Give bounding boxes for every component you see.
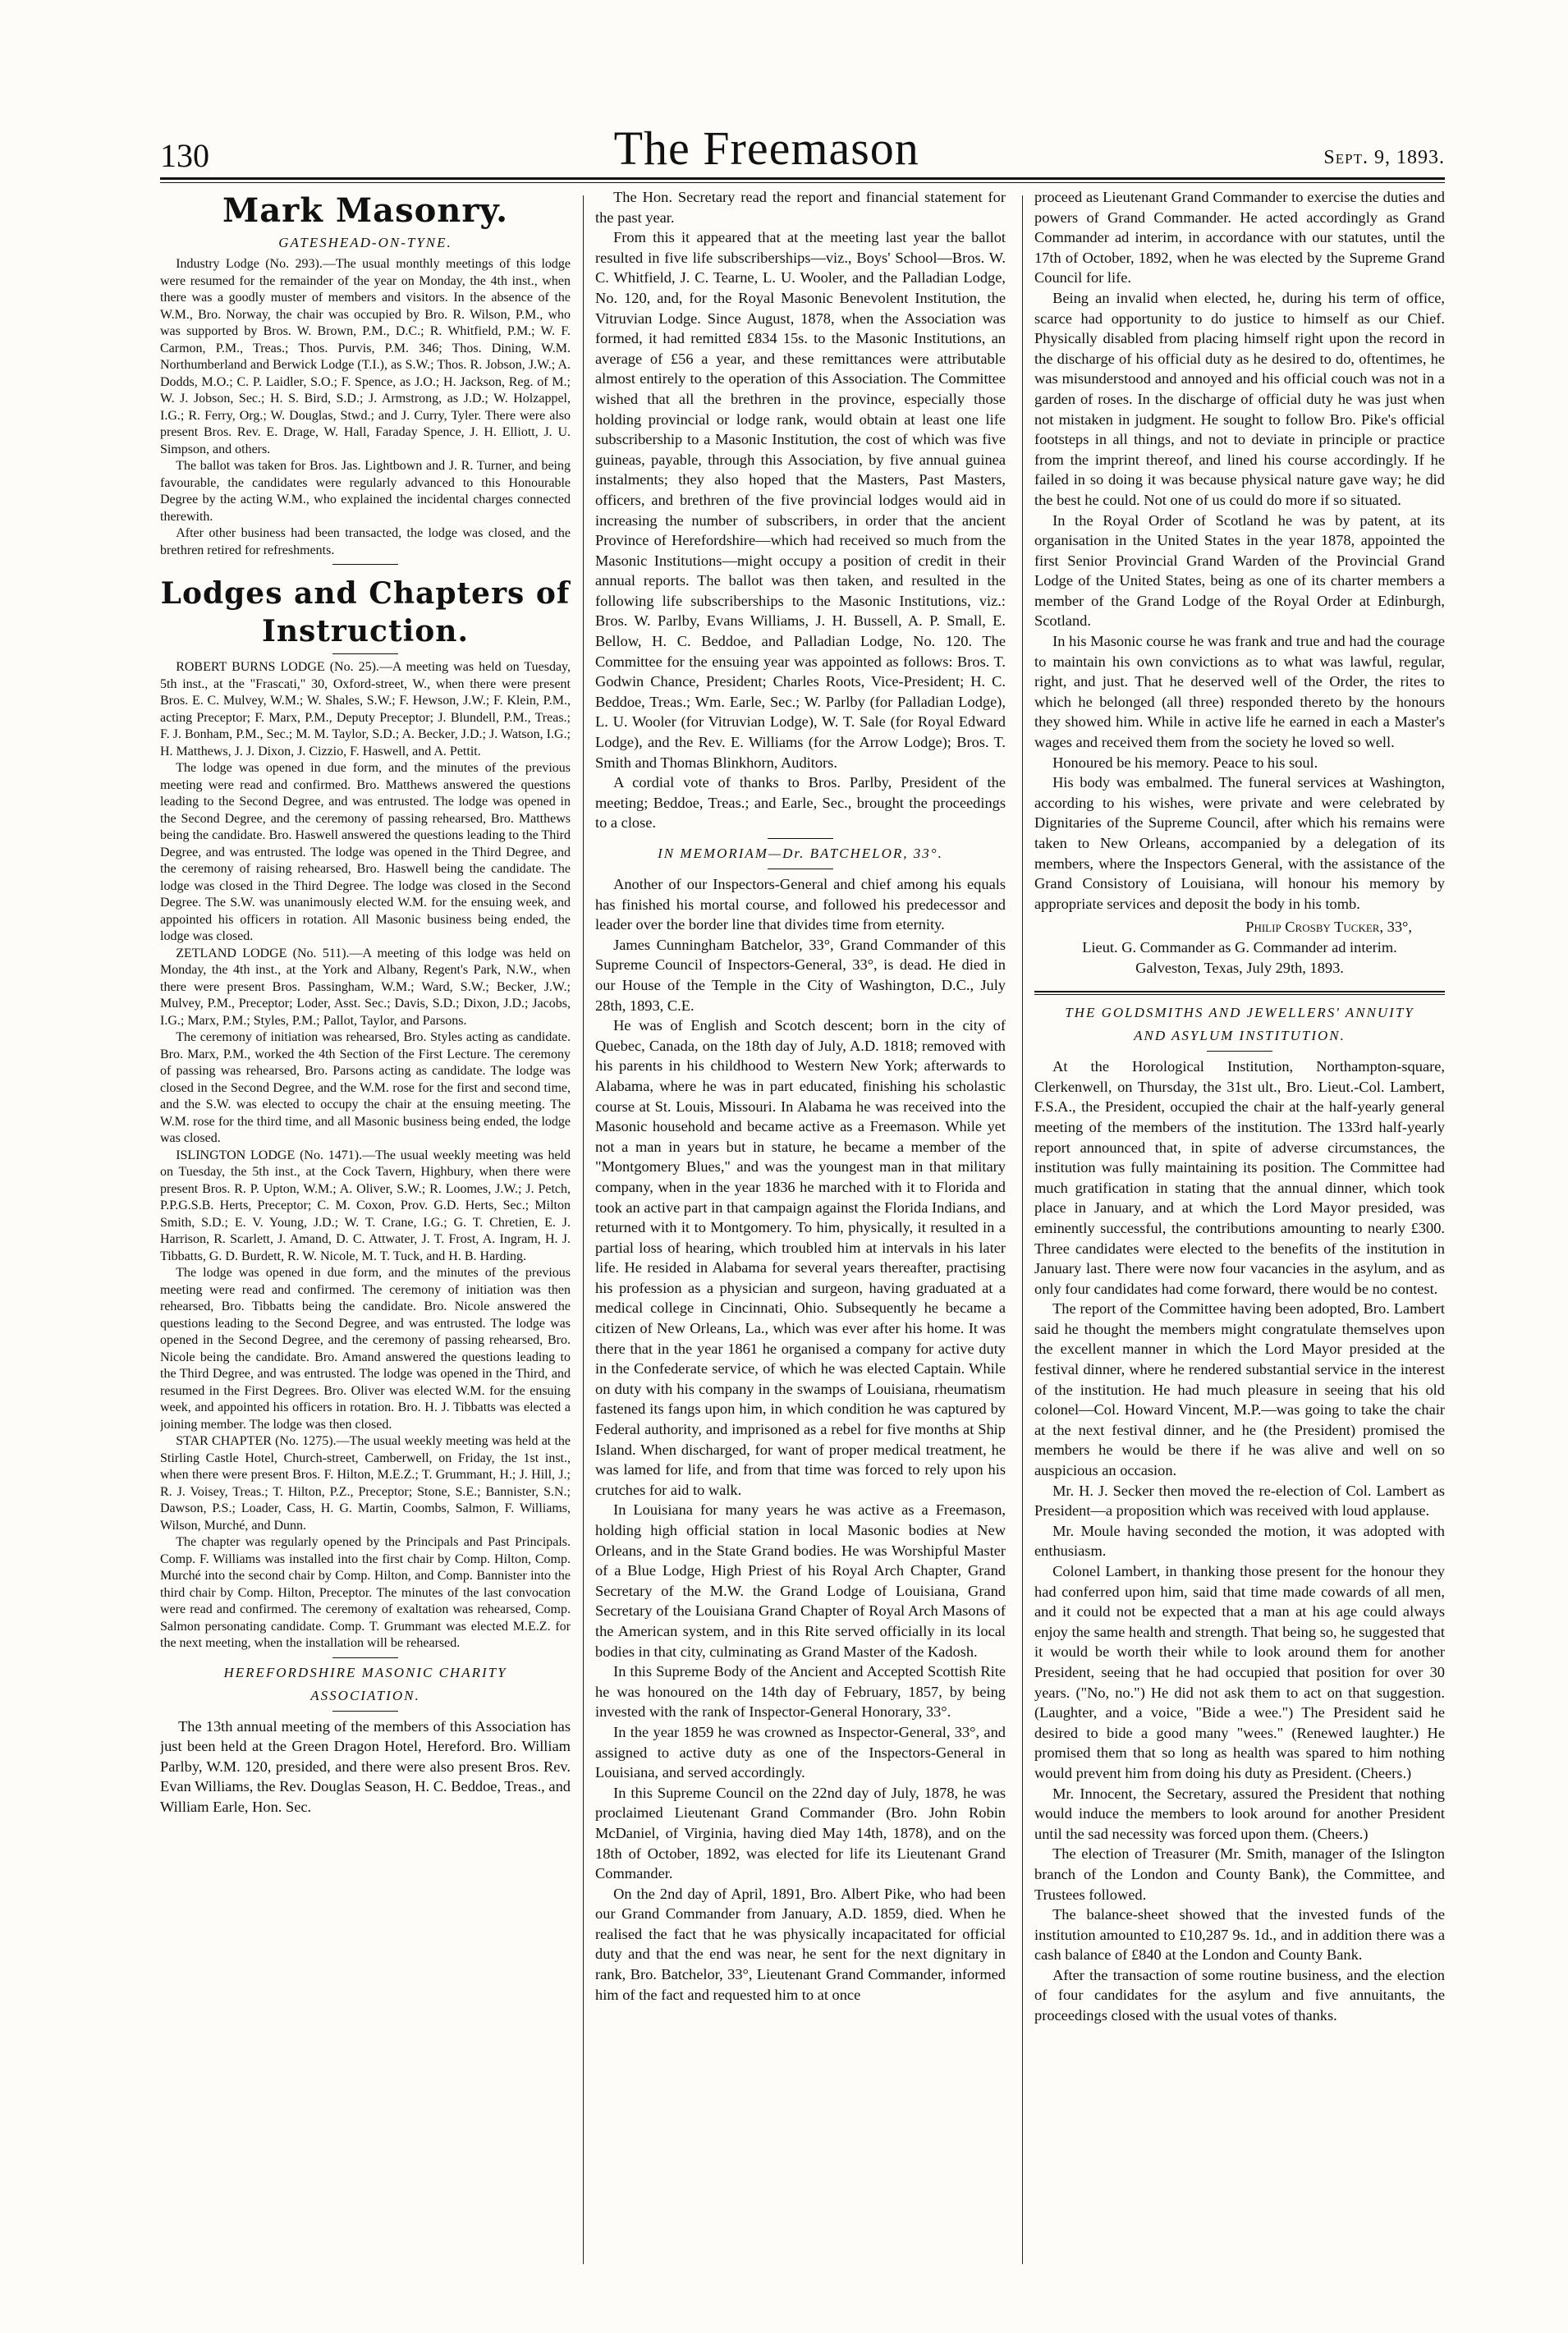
- article-paragraph: The lodge was opened in due form, and the minutes of the previous meeting were read and confirmed. Bro. Matthews answered the questions leading to the Second Degree, and was entrusted. The lodge was opened in the Second Degree, and the ceremony of passing rehearsed, Bro. Matthews being the candidate. Bro. Haswell answered the questions leading to the Third Degree, and was entrusted. The lodge was opened in the Third Degree, and the ceremony of raising rehearsed, Bro. Haswell being the candidate. The lodge was closed in the Third Degree. The lodge was closed in the Second Degree. The S.W. was unanimously elected W.M. for the ensuing week, and appointed his officers in rotation. All Masonic business being ended, the lodge was closed.: [160, 761, 571, 943]
- article-paragraph: The Hon. Secretary read the report and financial statement for the past year.: [595, 189, 1006, 226]
- article-paragraph: In his Masonic course he was frank and true and had the courage to maintain his own convictions as to what was lawful, regular, right, and just. That he deserved well of the Order, the rites to which he belonged (all three) responded thereto by the honours they showed him. While in active life he earned in each a Master's wages and received them from the society he loved so well.: [1034, 633, 1445, 751]
- page-number: 130: [160, 137, 209, 174]
- article-paragraph: A cordial vote of thanks to Bros. Parlby, President of the meeting; Beddoe, Treas.; and Earle, Sec., brought the proceedings to a close.: [595, 774, 1006, 832]
- column-3: [1034, 187, 1445, 2276]
- article-paragraph: After other business had been transacted, the lodge was closed, and the brethren retired for refreshments.: [160, 526, 571, 557]
- article-paragraph: The lodge was opened in due form, and the minutes of the previous meeting were read and confirmed. The ceremony of initiation was then rehearsed, Bro. Tibbatts being the candidate. Bro. Nicole answered the questions leading to the Second Degree, and was entrusted. The lodge was opened in the Second Degree, and the ceremony of passing rehearsed, Bro. Nicole being the candidate. Bro. Amand answered the questions leading to the Third Degree, and was entrusted. The lodge was opened in the Third, and resumed in the First Degrees. Bro. Oliver was elected W.M. for the ensuing week, and appointed his officers in rotation. Bro. H. J. Tibbatts was elected a joining member. The lodge was then closed.: [160, 1266, 571, 1432]
- article-paragraph: The ballot was taken for Bros. Jas. Lightbown and J. R. Turner, and being favourable, the candidates were regularly advanced to this Honourable Degree by the acting W.M., who explained the incidental charges connected therewith.: [160, 459, 571, 524]
- masthead-rule: [160, 177, 1445, 183]
- publication-title: The Freemason: [613, 121, 919, 175]
- issue-date: Sept. 9, 1893.: [1323, 147, 1445, 168]
- section-heading-mark-masonry: Mark Masonry.: [222, 191, 509, 230]
- article-paragraph: In this Supreme Council on the 22nd day of July, 1878, he was proclaimed Lieutenant Grand Commander (Bro. John Robin McDaniel, of Virginia, having died May 14th, 1878), and on the 18th of October, 1892, was elected for life its Lieutenant Grand Commander.: [595, 1784, 1006, 1882]
- columns: [160, 187, 1445, 2276]
- masthead: [160, 121, 1445, 175]
- article-paragraph: ROBERT BURNS LODGE (No. 25).—A meeting was held on Tuesday, 5th inst., at the "Frascati," 30, Oxford-street, W., when there were present Bros. E. C. Mulvey, W.M.; W. Shales, S.W.; F. Hewson, J.W.; F. Klein, P.M., acting Preceptor; F. Marx, P.M., Deputy Preceptor; J. Blundell, P.M., Treas.; F. J. Bonham, P.M., Sec.; M. M. Taylor, S.D.; A. Becker, J.D.; J. Watson, I.G.; H. Matthews, J. J. Dixon, J. Cizzio, F. Haswell, and A. Pettit.: [160, 660, 571, 759]
- article-paragraph: The election of Treasurer (Mr. Smith, manager of the Islington branch of the London and County Bank), the Committee, and Trustees followed.: [1034, 1845, 1445, 1903]
- column-2: [595, 187, 1006, 2276]
- article-paragraph: Mr. Moule having seconded the motion, it was adopted with enthusiasm.: [1034, 1522, 1445, 1560]
- divider: [332, 1711, 398, 1712]
- column-divider: [1022, 195, 1023, 2264]
- divider: [332, 1657, 398, 1658]
- divider: [332, 653, 398, 654]
- signature-place-date: Galveston, Texas, July 29th, 1893.: [1135, 959, 1344, 976]
- article-paragraph: The chapter was regularly opened by the Principals and Past Principals. Comp. F. Williams was installed into the first chair by Comp. Hilton, Comp. Murché into the second chair by Comp. Hilton, and Comp. Bannister into the third chair by Comp. Hilton, Preceptor. The minutes of the last convocation were read and confirmed. The ceremony of exaltation was rehearsed, Comp. Salmon personating candidate. Comp. T. Grummant was elected M.E.Z. for the next meeting, when the installation will be rehearsed.: [160, 1535, 571, 1650]
- article-paragraph: In this Supreme Body of the Ancient and Accepted Scottish Rite he was honoured on the 14th day of February, 1857, by being invested with the rank of Inspector-General Honorary, 33°.: [595, 1663, 1006, 1721]
- article-paragraph: James Cunningham Batchelor, 33°, Grand Commander of this Supreme Council of Inspectors-General, 33°, is dead. He died in our House of the Temple in the City of Washington, D.C., July 28th, 1893, C.E.: [595, 936, 1006, 1014]
- article-paragraph: In the year 1859 he was crowned as Inspector-General, 33°, and assigned to active duty as one of the Inspectors-General in Louisiana, and served accordingly.: [595, 1723, 1006, 1781]
- article-paragraph: Mr. Innocent, the Secretary, assured the President that nothing would induce the members to look around for another President until the sad necessity was forced upon them. (Cheers.): [1034, 1785, 1445, 1842]
- article-paragraph: Another of our Inspectors-General and chief among his equals has finished his mortal course, and followed his predecessor and leader over the border line that divides time from eternity.: [595, 876, 1006, 933]
- divider: [332, 564, 398, 565]
- article-paragraph: He was of English and Scotch descent; born in the city of Quebec, Canada, on the 18th day of July, A.D. 1818; removed with his parents in his childhood to Western New York; afterwards to Alabama, where he was in part educated, finishing his scholastic course at St. Louis, Missouri. In Alabama he was received into the Masonic household and became active as a Freemason. While yet not a man in years but in stature, he became a member of the "Montgomery Blues," and was the youngest man in that military company, when in the year 1836 he marched with it to Florida and took an active part in that campaign against the Florida Indians, and returned with it to Montgomery. To him, physically, it resulted in a partial loss of hearing, which troubled him at intervals in his later life. He resided in Alabama for several years thereafter, practising his profession as a physician and surgeon, having graduated at a medical college in Cincinnati, Ohio. Subsequently he became a citizen of New Orleans, La., which was ever after his home. It was there that in the year 1861 he organised a company for active duty in the Confederate service, of which he was elected Captain. While on duty with his company in the swamps of Louisiana, rheumatism fastened its fangs upon him, in which condition he was captured by Federal authority, and imprisoned as a rebel for five months at Ship Island. When discharged, for want of proper medical treatment, he was lamed for life, and from that time was forced to rely upon his crutches for aid to walk.: [595, 1017, 1006, 1498]
- article-paragraph: In Louisiana for many years he was active as a Freemason, holding high official station in local Masonic bodies at New Orleans, and in the State Grand bodies. He was Worshipful Master of a Blue Lodge, High Priest of his Royal Arch Chapter, Grand Secretary of the M.W. the Grand Lodge of Louisiana, Grand Secretary of the Louisiana Grand Chapter of Royal Arch Masons of the American system, and in this Rite served officially in its local bodies in that city, culminating as Grand Master of the Kadosh.: [595, 1501, 1006, 1660]
- section-heading-lodges-line-2: Instruction.: [262, 614, 469, 649]
- article-paragraph: The 13th annual meeting of the members of this Association has just been held at the Green Dragon Hotel, Hereford. Bro. William Parlby, W.M. 120, presided, and there were also present Bros. Rev. Evan Williams, the Rev. Douglas Season, H. C. Beddoe, Treas., and William Earle, Hon. Sec.: [160, 1717, 571, 1815]
- article-paragraph: Mr. H. J. Secker then moved the re-election of Col. Lambert as President—a proposition which was received with loud applause.: [1034, 1482, 1445, 1519]
- article-paragraph: STAR CHAPTER (No. 1275).—The usual weekly meeting was held at the Stirling Castle Hotel, Church-street, Camberwell, on Friday, the 1st inst., when there were present Bros. F. Hilton, M.E.Z.; T. Grummant, H.; J. Hill, J.; R. J. Voisey, Treas.; T. Hilton, P.Z., Preceptor; Stone, S.E.; Bannister, S.N.; Dawson, P.S.; Loader, Cass, H. G. Martin, Coombs, Salmon, F. Williams, Wilson, Murché, and Dunn.: [160, 1434, 571, 1533]
- divider: [768, 838, 833, 839]
- article-paragraph: Colonel Lambert, in thanking those present for the honour they had conferred upon him, said that time made cowards of all men, and it could not be expected that a man at his age could always enjoy the same health and strength. That being so, he suggested that it would be worth their while to look around them for another President, seeing that he had occupied that position for over 30 years. ("No, no.") He did not ask them to act on that suggestion. (Laughter, and a voice, "Bide a wee.") The President said he desired to bide a good many "wees." (Renewed laughter.) He promised them that so long as health was spared to him nothing would prevent him from doing his duty as President. (Cheers.): [1034, 1563, 1445, 1781]
- article-paragraph: ISLINGTON LODGE (No. 1471).—The usual weekly meeting was held on Tuesday, the 5th inst., at the Cock Tavern, Highbury, when there were present Bros. R. P. Upton, W.M.; A. Oliver, S.W.; R. Loomes, J.W.; J. Petch, P.P.G.S.B. Herts, Preceptor; C. M. Coxon, Prov. G.D. Herts, Sec.; Milton Smith, S.D.; E. V. Young, J.D.; W. T. Crane, I.G.; G. T. Chretien, E. J. Harrison, R. Scarlett, J. Amand, D. C. Attwater, J. T. Frost, A. Ingram, H. J. Tibbatts, G. D. Burdett, R. W. Nicole, M. T. Tuck, and H. B. Harding.: [160, 1148, 571, 1263]
- article-paragraph: proceed as Lieutenant Grand Commander to exercise the duties and powers of Grand Commander. He acted accordingly as Grand Commander ad interim, in accordance with our statutes, until the 17th of October, 1892, when he was elected by the Supreme Grand Council for life.: [1034, 189, 1445, 286]
- article-paragraph: From this it appeared that at the meeting last year the ballot resulted in five life subscriberships—viz., Boys' School—Bros. W. C. Whitfield, J. C. Tearne, L. U. Wooler, and the Palladian Lodge, No. 120, and, for the Royal Masonic Benevolent Institution, the Vitruvian Lodge. Since August, 1878, when the Association was formed, it had remitted £834 15s. to the Masonic Institutions, an average of £56 a year, and these remittances were attributable almost entirely to the operation of this Association. The Committee wished that all the brethren in the province, especially those holding provincial or lodge rank, would obtain at least one life subscribership to a Masonic Institution, the cost of which was five guineas, payable, through this Association, by five annual guinea instalments; they also hoped that the Masters, Past Masters, officers, and brethren of the five provincial lodges would aid in increasing the number of subscribers, in order that the ancient Province of Herefordshire—which had received so much from the Masonic Institutions—might occupy a position of credit in their annual reports. The ballot was then taken, and resulted in the following life subscriberships to the Masonic Institutions, viz.: Bros. W. Parlby, Evans Williams, J. H. Bussell, A. P. Small, E. Bellow, H. C. Beddoe, and Palladian Lodge, No. 120. The Committee for the ensuing year was appointed as follows: Bros. T. Godwin Chance, President; Charles Roots, Vice-President; H. C. Beddoe, Treas.; Wm. Earle, Sec.; W. Parlby (for Palladian Lodge), L. U. Wooler (for Vitruvian Lodge), W. T. Sale (for Royal Edward Lodge), and the Rev. E. Williams (for the Arrow Lodge); Bros. T. Smith and Thomas Blinkhorn, Auditors.: [595, 229, 1006, 771]
- column-1: [160, 187, 571, 2276]
- article-paragraph: The ceremony of initiation was rehearsed, Bro. Styles acting as candidate. Bro. Marx, P.M., worked the 4th Section of the First Lecture. The ceremony of passing was rehearsed, Bro. Parsons acting as candidate. The lodge was closed in the Second Degree, and the W.M. rose for the first and second time, and the S.W. was elected to occupy the chair at the ensuing meeting. The W.M. rose for the third time, and all Masonic business being ended, the lodge was closed.: [160, 1030, 571, 1145]
- section-rule: [1034, 991, 1445, 995]
- article-paragraph: Industry Lodge (No. 293).—The usual monthly meetings of this lodge were resumed for the remainder of the year on Monday, the 4th inst., when there was a goodly muster of members and visitors. In the absence of the W.M., Bro. Norway, the chair was occupied by Bro. R. Wilson, P.M., who was supported by Bros. W. Brown, P.M., D.C.; R. Whitfield, P.M.; W. F. Carmon, P.M., Treas.; Thos. Purvis, P.M. 346; Thos. Dining, W.M. Northumberland and Berwick Lodge (T.I.), as S.W.; Thos. R. Jobson, J.W.; A. Dodds, M.O.; C. P. Laidler, S.O.; F. Spence, as J.O.; H. Jackson, Reg. of M.; W. J. Jobson, Sec.; H. S. Bird, S.D.; J. Armstrong, as J.D.; W. Holzappel, I.G.; R. Ferry, Org.; W. Douglas, Stwd.; and J. Curry, Tyler. There were also present Bros. Rev. E. Drage, W. Hall, Faraday Spence, J. H. Elliott, J. U. Simpson, and others.: [160, 257, 571, 456]
- article-paragraph: The balance-sheet showed that the invested funds of the institution amounted to £10,287 9s. 1d., and in addition there was a cash balance of £840 at the London and County Bank.: [1034, 1906, 1445, 1964]
- subheading-in-memoriam: IN MEMORIAM—Dr. BATCHELOR, 33°.: [658, 846, 943, 861]
- subheading-gateshead: GATESHEAD-ON-TYNE.: [278, 235, 452, 250]
- article-paragraph: After the transaction of some routine business, and the election of four candidates for the asylum and five annuitants, the proceedings closed with the usual votes of thanks.: [1034, 1966, 1445, 2024]
- column-divider: [583, 195, 584, 2264]
- article-paragraph: Honoured be his memory. Peace to his soul.: [1052, 754, 1318, 771]
- subheading-hereford-1: HEREFORDSHIRE MASONIC CHARITY: [223, 1664, 507, 1680]
- article-paragraph: At the Horological Institution, Northampton-square, Clerkenwell, on Thursday, the 31st ult., Bro. Lieut.-Col. Lambert, F.S.A., the President, occupied the chair at the half-yearly general meeting of the members of the institution. The 133rd half-yearly report announced that, in spite of adverse circumstances, the institution was fully maintaining its position. The Committee had much gratification in stating that the annual dinner, which took place in January, and at which the Lord Mayor presided, was eminently successful, the contributions amounting to nearly £300. Three candidates were elected to the benefits of the institution in January last. There were now four vacancies in the asylum, and as only four candidates had come forward, there would be no contest.: [1034, 1058, 1445, 1297]
- article-paragraph: Being an invalid when elected, he, during his term of office, scarce had opportunity to do justice to himself as our Chief. Physically disabled from placing himself right upon the record in the discharge of his official duty as he desired to do, oftentimes, he was misunderstood and annoyed and his official couch was not in a garden of roses. In the discharge of official duty he was just when not mistaken in judgment. He sought to follow Bro. Pike's official footsteps in all things, and not to deviate in principle or practice from the imprint thereof, and lined his course accordingly. If he failed in so doing it was because physical nature gave way; he did the best he could. Not one of us could do more if so situated.: [1034, 289, 1445, 508]
- divider: [1207, 1051, 1272, 1052]
- subheading-goldsmiths-1: THE GOLDSMITHS AND JEWELLERS' ANNUITY: [1065, 1005, 1414, 1021]
- subheading-goldsmiths-2: AND ASYLUM INSTITUTION.: [1134, 1028, 1346, 1044]
- signature-title: Lieut. G. Commander as G. Commander ad interim.: [1082, 938, 1397, 956]
- article-paragraph: In the Royal Order of Scotland he was by patent, at its organisation in the United States in the year 1878, appointed the first Senior Provincial Grand Warden of the Provincial Grand Lodge of the United States, being as one of its charter members a member of the Grand Lodge of the Royal Order at Edinburgh, Scotland.: [1034, 511, 1445, 630]
- signature-name: Philip Crosby Tucker, 33°,: [1245, 919, 1412, 936]
- article-paragraph: ZETLAND LODGE (No. 511).—A meeting of this lodge was held on Monday, the 4th inst., at the York and Albany, Regent's Park, N.W., when there were present Bros. Passingham, W.M.; Ward, S.W.; Becker, J.W.; Mulvey, P.M., Preceptor; Loder, Asst. Sec.; Davis, S.D.; Dixon, J.D.; Jacobs, I.G.; Marx, P.M.; Styles, P.M.; Pallot, Taylor, and Parsons.: [160, 946, 571, 1028]
- subheading-hereford-2: ASSOCIATION.: [310, 1687, 420, 1703]
- article-paragraph: The report of the Committee having been adopted, Bro. Lambert said he thought the members might congratulate themselves upon the excellent manner in which the Lord Mayor presided at the festival dinner, where he rendered substantial service in the interest of the institution. He had much pleasure in seeing that his old colonel—Col. Howard Vincent, M.P.—was going to take the chair at the next festival dinner, and he (the President) promised the members he would be there if he was alive and well on so auspicious an occasion.: [1034, 1300, 1445, 1479]
- article-paragraph: His body was embalmed. The funeral services at Washington, according to his wishes, were private and were celebrated by Dignitaries of the Supreme Council, after which his remains were taken to New Orleans, accompanied by a delegation of its members, where the Inspectors General, with the assistance of the Grand Consistory of Louisiana, will honour his memory by appropriate services and deposit the body in his tomb.: [1034, 774, 1445, 912]
- section-heading-lodges-line-1: Lodges and Chapters of: [160, 576, 571, 611]
- article-paragraph: On the 2nd day of April, 1891, Bro. Albert Pike, who had been our Grand Commander from January, A.D. 1859, died. When he realised the fact that he was physically incapacitated for official duty and that the end was near, he sent for the next dignitary in rank, Bro. Batchelor, 33°, Lieutenant Grand Commander, informed him of the fact and requested him to at once: [595, 1885, 1006, 2003]
